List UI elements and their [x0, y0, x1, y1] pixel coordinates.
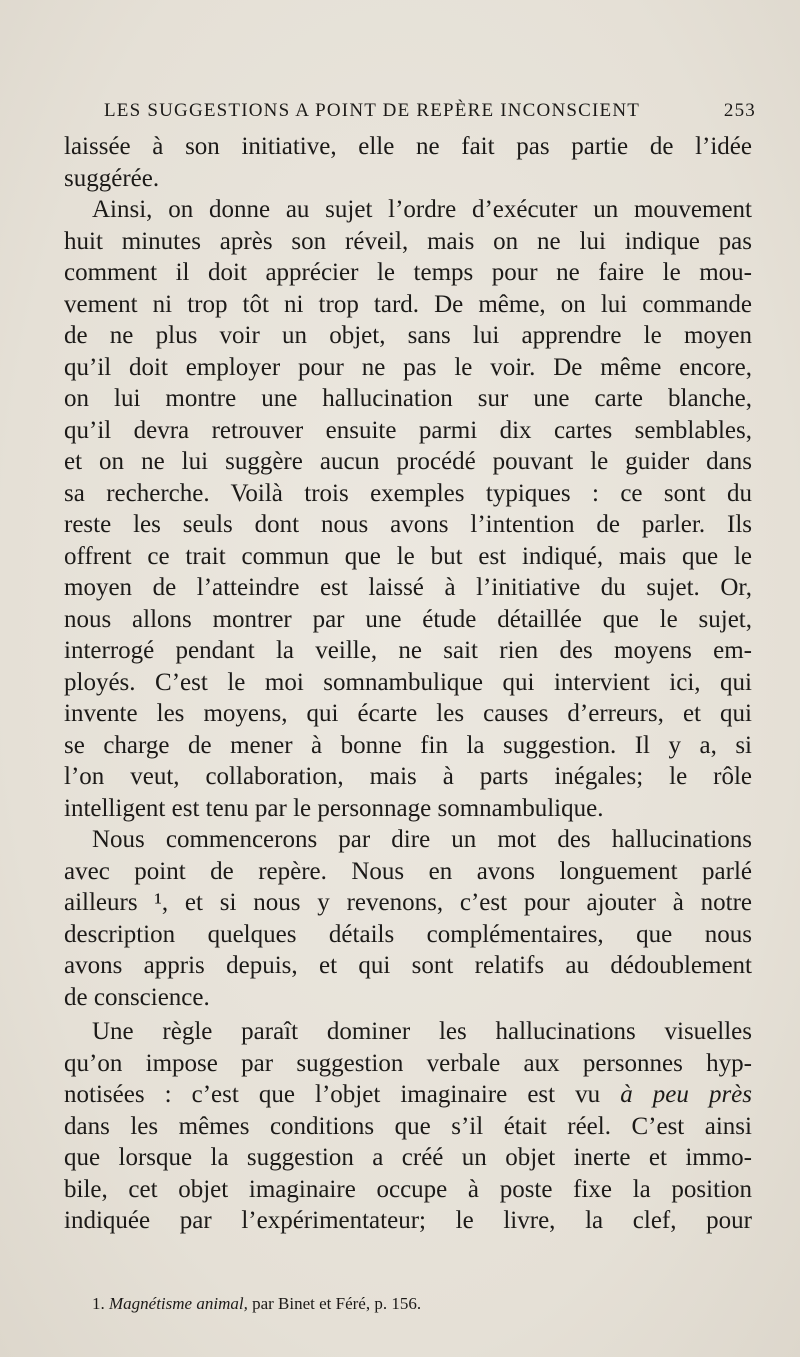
text-line: de ne plus voir un objet, sans lui apprendre le moyen: [64, 322, 752, 349]
text-line: Nous commencerons par dire un mot des hallucinations: [92, 826, 752, 853]
text-line: sa recherche. Voilà trois exemples typiques : ce sont du: [64, 479, 752, 507]
text-line: que lorsque la suggestion a créé un objet inerte et immo-: [64, 1144, 752, 1171]
page-header: [104, 96, 756, 132]
text-line: bile, cet objet imaginaire occupe à poste fixe la position: [64, 1175, 752, 1203]
text-line: nous allons montrer par une étude détaillée que le sujet,: [64, 605, 752, 633]
text-line: dans les mêmes conditions que s’il était réel. C’est ainsi: [64, 1112, 752, 1140]
running-title: LES SUGGESTIONS A POINT DE REPÈRE INCONSCIENT: [104, 100, 641, 121]
text-line: indiquée par l’expérimentateur; le livre, la clef, pour: [64, 1207, 752, 1234]
text-line: ployés. C’est le moi somnambulique qui intervient ici, qui: [64, 668, 752, 696]
page-number: 253: [723, 100, 756, 121]
text-line: laissée à son initiative, elle ne fait pas partie de l’idée: [64, 133, 752, 160]
text-line: huit minutes après son réveil, mais on ne lui indique pas: [64, 227, 752, 255]
text-line: invente les moyens, qui écarte les causes d’erreurs, et qui: [64, 700, 752, 727]
text-line: description quelques détails complémentaires, que nous: [64, 920, 752, 948]
text-line: qu’il doit employer pour ne pas le voir. De même encore,: [64, 353, 752, 381]
text-line: Une règle paraît dominer les hallucinations visuelles: [92, 1018, 752, 1045]
text-line: reste les seuls dont nous avons l’intention de parler. Ils: [64, 511, 752, 538]
text-line: Ainsi, on donne au sujet l’ordre d’exécuter un mouvement: [92, 196, 752, 223]
text-line: avons appris depuis, et qui sont relatifs au dédoublement: [64, 952, 752, 979]
text-line: et on ne lui suggère aucun procédé pouvant le guider dans: [64, 448, 752, 475]
text-line: ailleurs ¹, et si nous y revenons, c’est pour ajouter à notre: [64, 889, 752, 916]
footnote-title: Magnétisme animal,: [109, 1294, 248, 1313]
text-line: interrogé pendant la veille, ne sait rien des moyens em-: [64, 637, 752, 664]
text-line: se charge de mener à bonne fin la suggestion. Il y a, si: [64, 731, 752, 759]
footnote-text: par Binet et Féré, p. 156.: [247, 1294, 422, 1313]
footnote: [92, 1294, 421, 1314]
body-text: [64, 131, 752, 1237]
text-line: suggérée.: [64, 164, 160, 192]
text-line: qu’on impose par suggestion verbale aux personnes hyp-: [64, 1049, 752, 1077]
text-line: [64, 1079, 752, 1111]
text-line: de conscience.: [64, 983, 210, 1011]
text-segment: notisées : c’est que l’objet imaginaire est vu: [64, 1081, 621, 1108]
text-line: offrent ce trait commun que le but est indiqué, mais que le: [64, 542, 752, 570]
text-line: moyen de l’atteindre est laissé à l’initiative du sujet. Or,: [64, 574, 752, 601]
text-line: qu’il devra retrouver ensuite parmi dix cartes semblables,: [64, 416, 752, 444]
text-line: comment il doit apprécier le temps pour ne faire le mou-: [64, 259, 752, 286]
text-line: vement ni trop tôt ni trop tard. De même, on lui commande: [64, 290, 752, 318]
text-line: on lui montre une hallucination sur une carte blanche,: [64, 385, 752, 412]
emphasis-text: à peu près: [620, 1081, 752, 1108]
text-line: intelligent est tenu par le personnage somnambulique.: [64, 794, 604, 822]
text-line: l’on veut, collaboration, mais à parts inégales; le rôle: [64, 763, 752, 790]
text-line: avec point de repère. Nous en avons longuement parlé: [64, 857, 752, 885]
footnote-number: 1.: [92, 1294, 105, 1313]
